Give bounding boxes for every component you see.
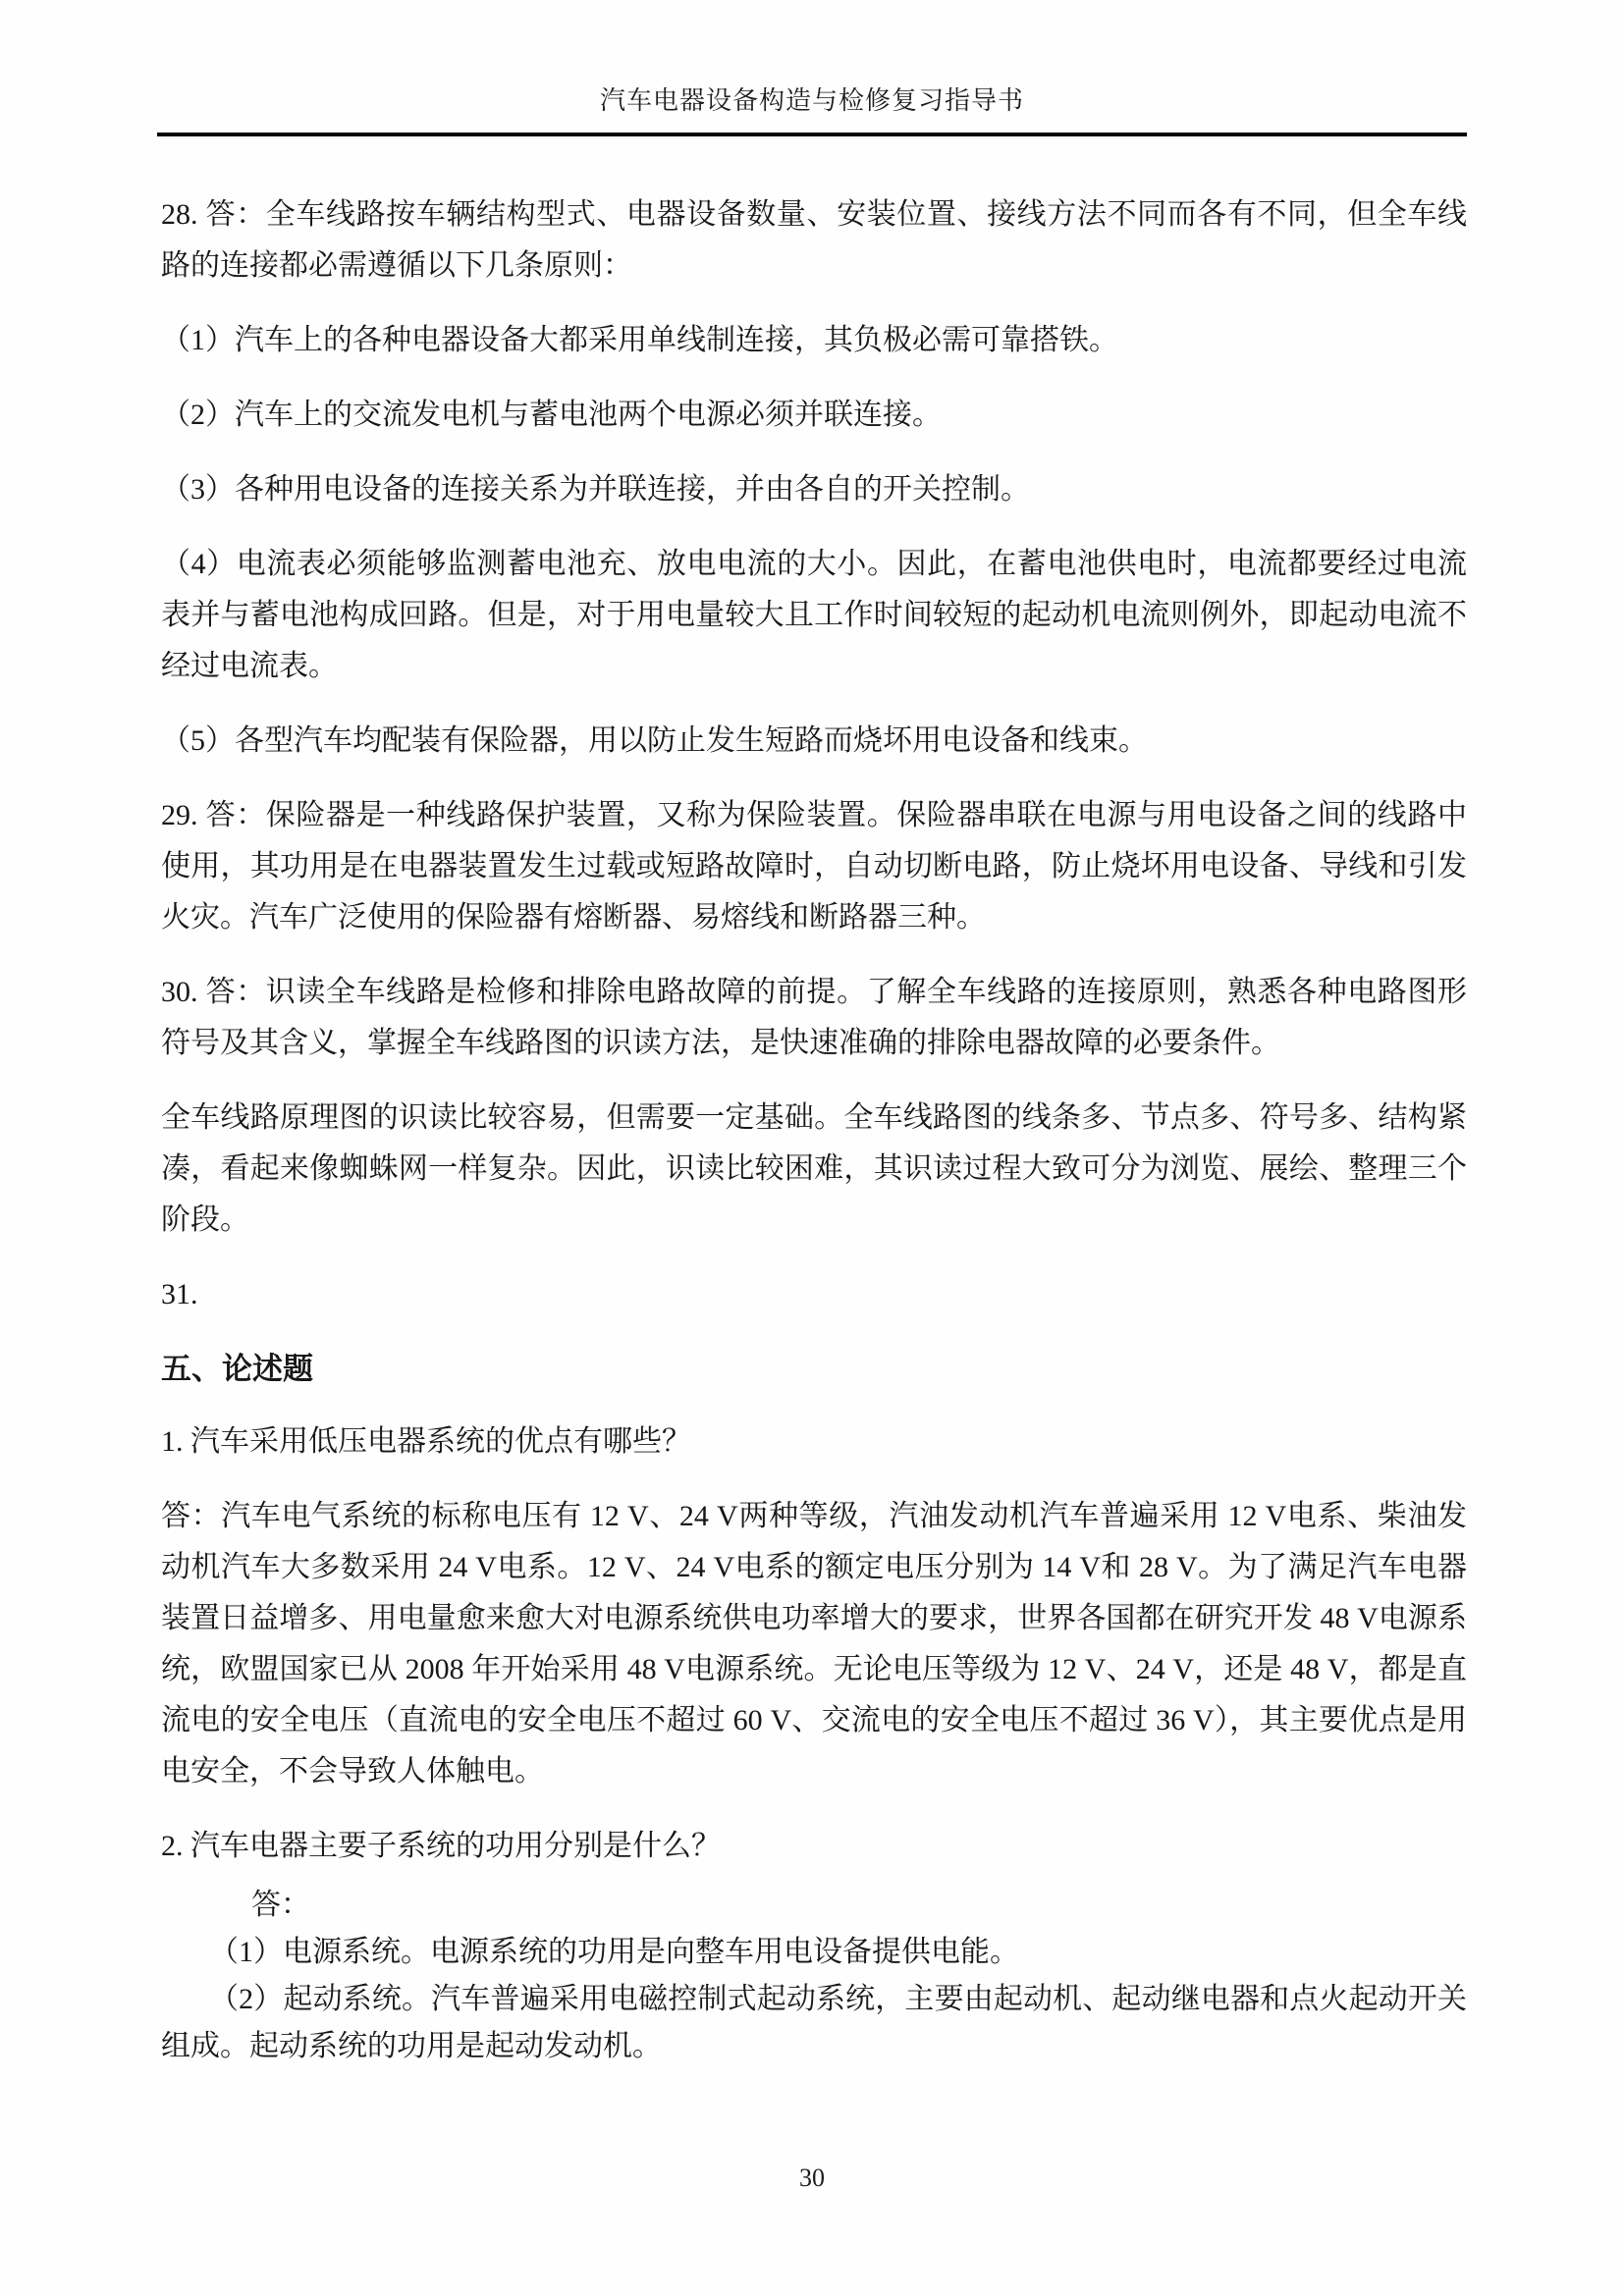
principle-item-2: （2）汽车上的交流发电机与蓄电池两个电源必须并联连接。 <box>161 399 942 431</box>
essay-answer-2-item-2: （2）起动系统。汽车普遍采用电磁控制式起动系统，主要由起动机、起动继电器和点火起动开关组成。起动系统的功用是起动发动机。 <box>161 1983 1467 2062</box>
item-31-placeholder: 31. <box>161 1278 198 1310</box>
principle-item-1: （1）汽车上的各种电器设备大都采用单线制连接，其负极必需可靠搭铁。 <box>161 324 1118 356</box>
principle-item-3: （3）各种用电设备的连接关系为并联连接，并由各自的开关控制。 <box>161 473 1030 506</box>
answer-paragraph-29: 29. 答：保险器是一种线路保护装置，又称为保险装置。保险器串联在电源与用电设备之间的线路中使用，其功用是在电器装置发生过载或短路故障时，自动切断电路，防止烧坏用电设备、导线和引发火灾。汽车广泛使用的保险器有熔断器、易熔线和断路器三种。 <box>161 799 1467 934</box>
page-number: 30 <box>799 2163 825 2192</box>
essay-answer-2-item-1: （1）电源系统。电源系统的功用是向整车用电设备提供电能。 <box>209 1936 1019 1968</box>
essay-answer-2-label: 答： <box>251 1889 310 1921</box>
running-head-title: 汽车电器设备构造与检修复习指导书 <box>599 86 1024 115</box>
essay-question-1: 1. 汽车采用低压电器系统的优点有哪些？ <box>161 1425 691 1458</box>
principle-item-4: （4）电流表必须能够监测蓄电池充、放电电流的大小。因此，在蓄电池供电时，电流都要经过电流表并与蓄电池构成回路。但是，对于用电量较大且工作时间较短的起动机电流则例外，即起动电流不经过电流表。 <box>161 548 1467 682</box>
document-body <box>0 189 1624 2070</box>
principle-item-5: （5）各型汽车均配装有保险器，用以防止发生短路而烧坏用电设备和线束。 <box>161 724 1148 757</box>
essay-answer-1: 答：汽车电气系统的标称电压有 12 V、24 V两种等级，汽油发动机汽车普遍采用 12 V电系、柴油发动机汽车大多数采用 24 V电系。12 V、24 V电系的额定电压分别为 14 V和 28 V。为了满足汽车电器装置日益增多、用电量愈来愈大对电源系统供电功率增大的要求，世界各国都在研究开发 48 V电源系统，欧盟国家已从 2008 年开始采用 48 V电源系统。无论电压等级为 12 V、24 V，还是 48 V，都是直流电的安全电压（直流电的安全电压不超过 60 V、交流电的安全电压不超过 36 V），其主要优点是用电安全，不会导致人体触电。 <box>161 1500 1467 1788</box>
answer-paragraph-30: 30. 答：识读全车线路是检修和排除电路故障的前提。了解全车线路的连接原则，熟悉各种电路图形符号及其含义，掌握全车线路图的识读方法，是快速准确的排除电器故障的必要条件。 <box>161 976 1467 1059</box>
answer-paragraph-28: 28. 答：全车线路按车辆结构型式、电器设备数量、安装位置、接线方法不同而各有不同，但全车线路的连接都必需遵循以下几条原则： <box>161 198 1467 282</box>
page-header <box>0 0 1624 136</box>
section-heading-essay-questions: 五、论述题 <box>161 1352 313 1386</box>
answer-paragraph-30-continued: 全车线路原理图的识读比较容易，但需要一定基础。全车线路图的线条多、节点多、符号多、结构紧凑，看起来像蜘蛛网一样复杂。因此，识读比较困难，其识读过程大致可分为浏览、展绘、整理三个阶段。 <box>161 1101 1467 1236</box>
header-rule <box>157 133 1467 136</box>
essay-question-2: 2. 汽车电器主要子系统的功用分别是什么？ <box>161 1830 721 1862</box>
